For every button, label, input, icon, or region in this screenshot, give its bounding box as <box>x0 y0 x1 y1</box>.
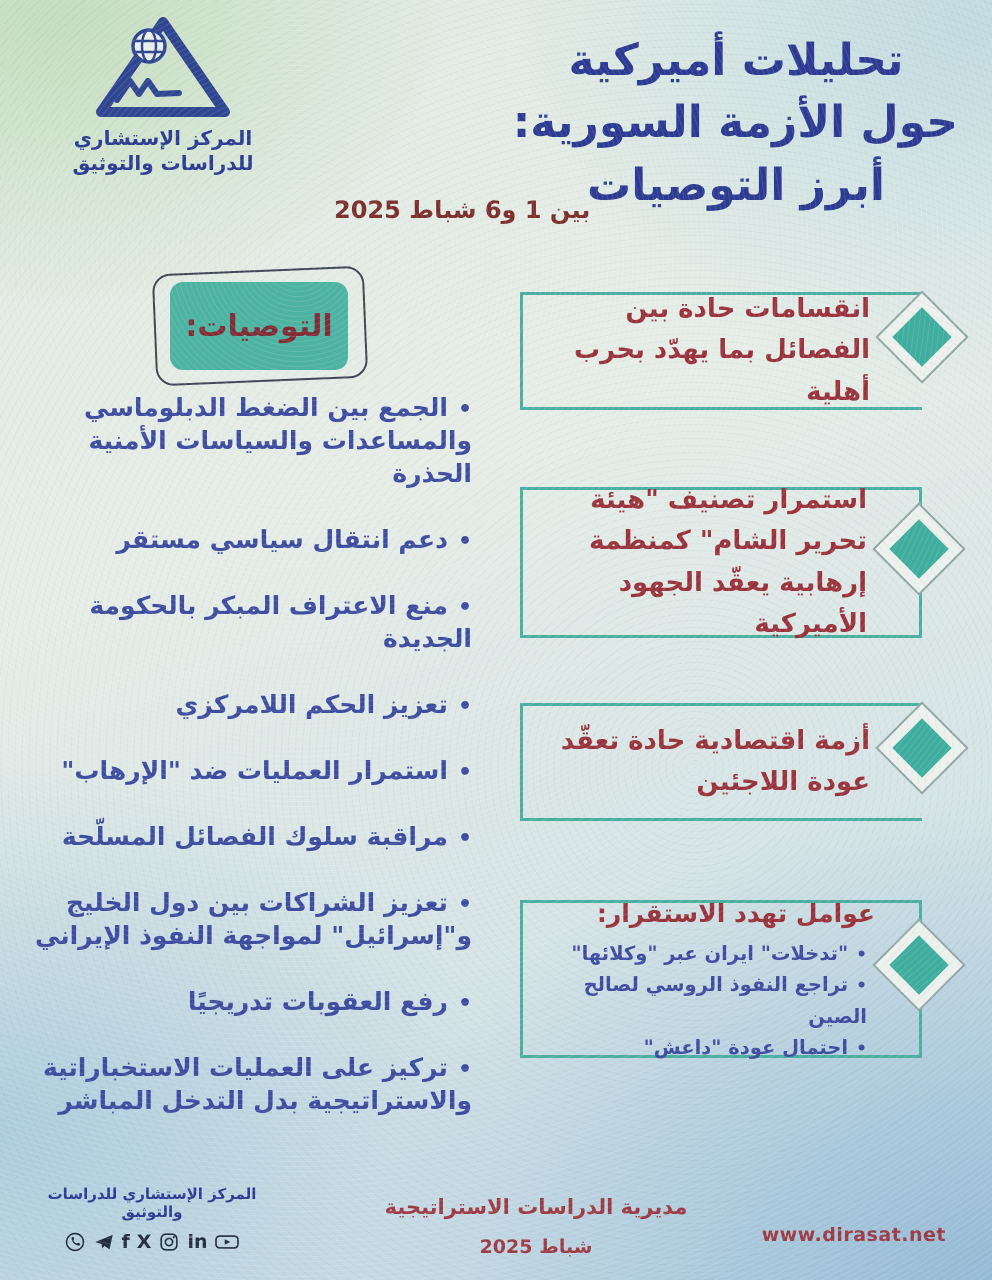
finding-box <box>520 703 922 821</box>
org-logo-text-line2: للدراسات والتوثيق <box>72 151 254 175</box>
diamond-icon <box>875 701 968 794</box>
recommendation-item: •دعم انتقال سياسي مستقر <box>116 525 472 555</box>
diamond-icon <box>872 502 965 595</box>
page-title <box>514 30 958 217</box>
whatsapp-icon[interactable] <box>64 1230 86 1254</box>
bullet-dot-icon: • <box>457 760 472 786</box>
footer-website[interactable]: www.dirasat.net <box>761 1224 946 1246</box>
finding-text: انقسامات حادة بين الفصائل بما يهدّد بحرب أهلية <box>574 294 870 407</box>
finding-text: أزمة اقتصادية حادة تعقّد عودة اللاجئين <box>560 725 870 797</box>
recommendation-item: •تعزيز الحكم اللامركزي <box>175 690 472 720</box>
recommendation-item: •استمرار العمليات ضد "الإرهاب" <box>61 756 472 786</box>
finding-box <box>520 292 922 410</box>
recommendations-label-group <box>158 272 378 392</box>
facebook-icon[interactable]: f <box>121 1231 130 1253</box>
social-links <box>18 1230 286 1254</box>
title-line-2: حول الأزمة السورية: <box>512 97 958 149</box>
recommendation-item: •مراقبة سلوك الفصائل المسلّحة <box>61 822 472 852</box>
bullet-dot-icon: • <box>457 595 472 621</box>
finding-box <box>520 487 922 638</box>
bullet-dot-icon: • <box>457 397 472 422</box>
bullet-dot-icon: • <box>856 944 867 965</box>
bullet-dot-icon: • <box>457 892 472 918</box>
bullet-dot-icon: • <box>457 991 472 1017</box>
youtube-icon[interactable] <box>214 1230 240 1254</box>
date-range: بين 1 و6 شباط 2025 <box>334 196 591 224</box>
x-icon[interactable]: X <box>136 1231 152 1253</box>
recommendation-item: •الجمع بين الضغط الدبلوماسي والمساعدات والسياسات الأمنية الحذرة <box>84 393 472 489</box>
instagram-icon[interactable] <box>158 1230 180 1254</box>
diamond-icon <box>875 290 968 383</box>
threat-item: •احتمال عودة "داعش" <box>643 1036 867 1060</box>
org-logo <box>32 8 294 176</box>
finding-text: استمرار تصنيف "هيئة تحرير الشام" كمنظمة إرهابية يعقّد الجهود الأميركية <box>589 485 867 639</box>
title-line-3: أبرز التوصيات <box>587 159 885 211</box>
footer-department-block <box>366 1195 706 1258</box>
recommendation-item: •تركيز على العمليات الاستخباراتية والاستراتيجية بدل التدخل المباشر <box>42 1053 472 1116</box>
org-logo-text-line1: المركز الإستشاري <box>73 126 253 150</box>
bullet-dot-icon: • <box>457 694 472 720</box>
stability-threats-title: عوامل تهدد الاستقرار: <box>596 899 875 929</box>
footer-issue-date: شباط 2025 <box>479 1236 593 1258</box>
bullet-dot-icon: • <box>457 529 472 555</box>
finding-box-stability-threats <box>520 900 922 1058</box>
recommendation-item: •منع الاعتراف المبكر بالحكومة الجديدة <box>89 591 472 654</box>
bullet-dot-icon: • <box>856 976 867 997</box>
linkedin-icon[interactable]: in <box>187 1231 208 1253</box>
recommendations-label: التوصيات: <box>170 282 348 370</box>
threat-item: •"تدخلات" ايران عبر "وكلائها" <box>571 941 867 965</box>
bullet-dot-icon: • <box>457 1057 472 1083</box>
recommendations-list <box>22 391 472 1150</box>
footer-org-block <box>18 1185 286 1254</box>
recommendation-item: •رفع العقوبات تدريجيًا <box>187 987 472 1017</box>
bullet-dot-icon: • <box>856 1039 867 1060</box>
threat-item: •تراجع النفوذ الروسي لصالح الصين <box>583 973 867 1028</box>
bullet-dot-icon: • <box>457 826 472 852</box>
telegram-icon[interactable] <box>93 1230 115 1254</box>
org-logo-mark <box>73 8 253 126</box>
title-line-1: تحليلات أميركية <box>568 35 904 86</box>
diamond-icon <box>872 918 965 1011</box>
recommendation-item: •تعزيز الشراكات بين دول الخليج و"إسرائيل" لمواجهة النفوذ الإيراني <box>35 888 472 951</box>
footer-department: مديرية الدراسات الاستراتيجية <box>384 1195 688 1219</box>
footer-org-name: المركز الإستشاري للدراسات والتوثيق <box>47 1185 257 1221</box>
